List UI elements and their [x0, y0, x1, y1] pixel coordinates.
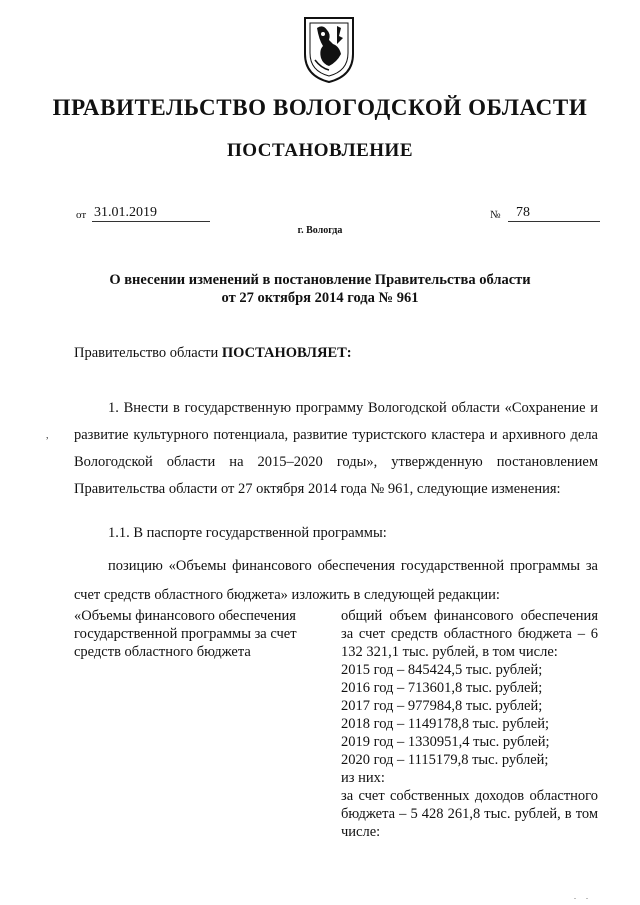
year-line: 2019 год – 1330951,4 тыс. рублей; — [341, 734, 550, 750]
lead-text: Правительство области — [74, 345, 222, 361]
item-1-text: 1. Внести в государственную программу Вологодской области «Сохранение и развитие культурного потенциала, развитие туристского кластера и архивного дела Вологодской области на 2015–2020 годы», утвержденную постановлением Правительства области от 27 октября 2014 года № 961, следующие изменения: — [74, 400, 598, 497]
resolution-lead — [74, 344, 352, 363]
year-line: 2016 год – 713601,8 тыс. рублей; — [341, 680, 543, 696]
lead-decree-word: ПОСТАНОВЛЯЕТ: — [221, 345, 352, 361]
document-heading — [0, 271, 640, 307]
document-type: ПОСТАНОВЛЕНИЕ — [226, 140, 414, 161]
number-prefix: № — [490, 209, 501, 221]
heading-line-1: О внесении изменений в постановление Правительства области — [109, 272, 531, 288]
year-line: 2015 год – 845424,5 тыс. рублей; — [341, 662, 543, 678]
of-them-label: из них: — [341, 770, 385, 786]
financing-intro: общий объем финансового обеспечения за счет средств областного бюджета – 6 132 321,1 тыс. рублей, в том числе: — [341, 608, 598, 660]
table-right-cell — [341, 607, 598, 841]
page-edge-mark: . . — [574, 892, 592, 901]
paragraph-item-1 — [74, 395, 598, 503]
year-line: 2020 год – 1115179,8 тыс. рублей; — [341, 752, 549, 768]
paragraph-position — [74, 552, 598, 610]
table-left-cell: «Объемы финансового обеспечения государственной программы за счет средств областного бюджета — [74, 608, 297, 660]
date-prefix: от — [76, 209, 87, 221]
organization-title: ПРАВИТЕЛЬСТВО ВОЛОГОДСКОЙ ОБЛАСТИ — [52, 95, 588, 120]
year-line: 2017 год – 977984,8 тыс. рублей; — [341, 698, 543, 714]
margin-mark: , — [46, 430, 49, 441]
heading-line-2: от 27 октября 2014 года № 961 — [221, 290, 419, 306]
vologda-coat-of-arms-emblem — [301, 14, 357, 84]
paragraph-item-1-1: 1.1. В паспорте государственной программы: — [108, 525, 387, 541]
document-number: 78 — [508, 205, 600, 222]
position-text: позицию «Объемы финансового обеспечения государственной программы за счет средств областного бюджета» изложить в следующей редакции: — [74, 558, 598, 603]
document-date: 31.01.2019 — [92, 205, 210, 222]
city-label: г. Вологда — [297, 225, 343, 236]
year-line: 2018 год – 1149178,8 тыс. рублей; — [341, 716, 549, 732]
own-income-text: за счет собственных доходов областного бюджета – 5 428 261,8 тыс. рублей, в том числе: — [341, 788, 598, 840]
